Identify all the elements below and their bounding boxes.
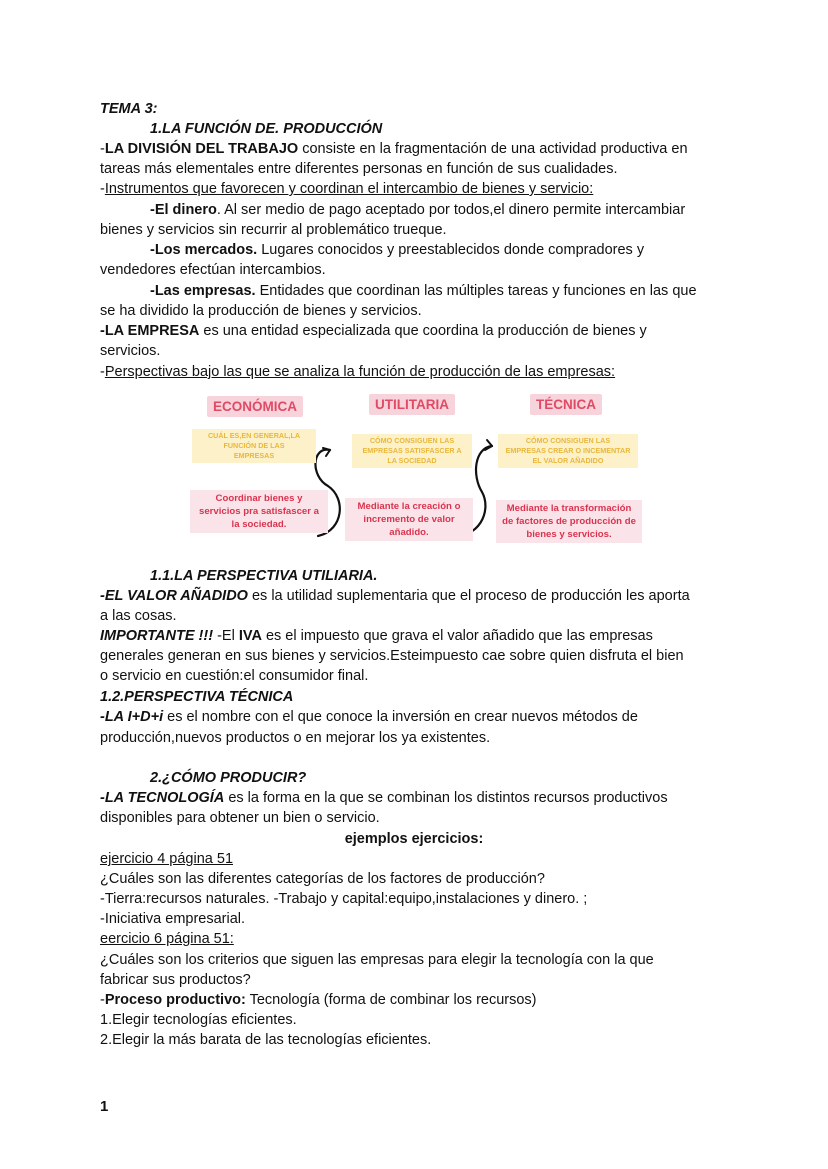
economica-question-l3: EMPRESAS: [233, 451, 275, 460]
mercados-item: [150, 240, 644, 260]
tecnica-question-l1: CÓMO CONSIGUEN LAS: [525, 436, 611, 445]
empresas-term: -Las empresas.: [150, 283, 256, 299]
page-number: 1: [100, 1098, 109, 1115]
ejercicio6-ref: eercicio 6 página 51:: [100, 931, 234, 947]
tecnica-answer-l2: de factores de producción de: [502, 516, 636, 527]
empresas-item: [150, 281, 697, 301]
mercados-text: Lugares conocidos y preestablecidos donde compradores y: [257, 242, 645, 258]
tecnologia-line2: disponibles para obtener un bien o servicio.: [100, 810, 380, 826]
utilitaria-answer-l3: añadido.: [389, 527, 429, 538]
economica-title: ECONÓMICA: [207, 396, 303, 417]
tecnica-question: [498, 434, 638, 468]
utilitaria-answer-l2: incremento de valor: [363, 514, 455, 525]
division-line2: tareas más elementales entre diferentes personas en función de sus cualidades.: [100, 161, 618, 177]
tecnica-answer: [496, 500, 642, 543]
dash: -: [100, 364, 105, 380]
perspectivas-heading: [100, 362, 615, 382]
economica-question-l1: CUÁL ES,EN GENERAL,LA: [207, 431, 301, 440]
empresa-paragraph: [100, 321, 647, 341]
instrumentos-title: Instrumentos que favorecen y coordinan el intercambio de bienes y servicio:: [104, 181, 594, 197]
ejemplos-heading: ejemplos ejercicios:: [344, 831, 484, 847]
division-term: LA DIVISIÓN DEL TRABAJO: [104, 141, 299, 157]
arrowhead-1: [323, 448, 330, 456]
utilitaria-question: [352, 434, 472, 468]
utilitaria-question-l3: LA SOCIEDAD: [387, 456, 437, 465]
utilitaria-answer: [345, 498, 473, 541]
utilitaria-title: UTILITARIA: [369, 394, 455, 415]
proceso-text: Tecnología (forma de combinar los recursos): [245, 992, 537, 1008]
ejercicio6-question: ¿Cuáles son los criterios que siguen las empresas para elegir la tecnología con la que: [100, 952, 654, 968]
valor-anadido-text: es la utilidad suplementaria que el proceso de producción les aporta: [247, 588, 690, 604]
proceso-term: Proceso productivo:: [104, 992, 246, 1008]
economica-answer: [190, 490, 328, 533]
proceso-productivo: [100, 990, 537, 1010]
dinero-text: . Al ser medio de pago aceptado por todos,el dinero permite intercambiar: [216, 202, 686, 218]
economica-question-l2: FUNCIÓN DE LAS: [223, 441, 285, 450]
dash: -: [100, 141, 105, 157]
ejercicio4-ref: ejercicio 4 página 51: [100, 851, 234, 867]
dinero-item: [150, 200, 685, 220]
producir-section-title: 2.¿CÓMO PRODUCIR?: [150, 770, 307, 786]
importante-mid: -El: [213, 628, 239, 644]
utilitaria-question-l1: CÓMO CONSIGUEN LAS: [369, 436, 455, 445]
tecnica-answer-l3: bienes y servicios.: [526, 529, 612, 540]
idi-text: es el nombre con el que conoce la inversión en crear nuevos métodos de: [163, 709, 638, 725]
empresas-line2: se ha dividido la producción de bienes y servicios.: [100, 303, 422, 319]
valor-anadido-paragraph: [100, 586, 690, 606]
dash: -: [100, 992, 105, 1008]
importante-line3: o servicio en cuestión:el consumidor final.: [100, 668, 369, 684]
importante-paragraph: [100, 626, 653, 646]
importante-text: es el impuesto que grava el valor añadido que las empresas: [261, 628, 653, 644]
step-2: 2.Elegir la más barata de las tecnologías eficientes.: [100, 1032, 432, 1048]
tecnica-question-l2: EMPRESAS CREAR O INCEMENTAR: [505, 446, 631, 455]
instrumentos-heading: [100, 179, 593, 199]
valor-anadido-term: -EL VALOR AÑADIDO: [100, 588, 248, 604]
tecnica-question-l3: EL VALOR AÑADIDO: [532, 456, 604, 465]
dinero-line2: bienes y servicios sin recurrir al problemático trueque.: [100, 222, 447, 238]
utilitaria-answer-l1: Mediante la creación o: [357, 501, 461, 512]
empresa-term: -LA EMPRESA: [100, 323, 200, 339]
importante-label: IMPORTANTE !!!: [100, 628, 214, 644]
empresas-text: Entidades que coordinan las múltiples tareas y funciones en las que: [255, 283, 697, 299]
utilitaria-section-title: 1.1.LA PERSPECTIVA UTILIARIA.: [150, 568, 378, 584]
arrowhead-2: [485, 440, 492, 450]
ejercicio4-answer1: -Tierra:recursos naturales. -Trabajo y capital:equipo,instalaciones y dinero. ;: [100, 891, 588, 907]
idi-paragraph: [100, 707, 638, 727]
tecnica-title: TÉCNICA: [530, 394, 602, 415]
perspectivas-diagram: [180, 388, 650, 548]
division-text: consiste en la fragmentación de una actividad productiva en: [298, 141, 688, 157]
empresa-text: es una entidad especializada que coordina la producción de bienes y: [199, 323, 647, 339]
mercados-term: -Los mercados.: [150, 242, 258, 258]
step-1: 1.Elegir tecnologías eficientes.: [100, 1012, 297, 1028]
tecnologia-text: es la forma en la que se combinan los distintos recursos productivos: [224, 790, 668, 806]
dinero-term: -El dinero: [150, 202, 217, 218]
division-paragraph: [100, 139, 688, 159]
valor-anadido-line2: a las cosas.: [100, 608, 177, 624]
tecnologia-paragraph: [100, 788, 668, 808]
dash: -: [100, 181, 105, 197]
economica-question: [192, 429, 316, 463]
ejercicio6-question-line2: fabricar sus productos?: [100, 972, 251, 988]
ejercicio4-answer2: -Iniciativa empresarial.: [100, 911, 246, 927]
tema-heading: TEMA 3:: [100, 101, 158, 117]
ejercicio4-question: ¿Cuáles son las diferentes categorías de los factores de producción?: [100, 871, 545, 887]
tecnologia-term: -LA TECNOLOGÍA: [100, 790, 225, 806]
idi-line2: producción,nuevos productos o en mejorar los ya existentes.: [100, 730, 491, 746]
utilitaria-question-l2: EMPRESAS SATISFASCER A: [362, 446, 462, 455]
mercados-line2: vendedores efectúan intercambios.: [100, 262, 326, 278]
empresa-line2: servicios.: [100, 343, 161, 359]
economica-answer-l3: la sociedad.: [231, 519, 287, 530]
section-title: 1.LA FUNCIÓN DE. PRODUCCIÓN: [150, 121, 383, 137]
idi-term: -LA I+D+i: [100, 709, 164, 725]
economica-answer-l2: servicios pra satisfascer a: [198, 506, 319, 517]
tecnica-answer-l1: Mediante la transformación: [506, 503, 632, 514]
perspectivas-title: Perspectivas bajo las que se analiza la función de producción de las empresas:: [104, 364, 616, 380]
tecnica-section-title: 1.2.PERSPECTIVA TÉCNICA: [100, 689, 294, 705]
importante-line2: generales generan en sus bienes y servicios.Esteimpuesto cae sobre quien disfruta el bien: [100, 648, 684, 664]
iva-term: IVA: [238, 628, 262, 644]
economica-answer-l1: Coordinar bienes y: [215, 493, 303, 504]
